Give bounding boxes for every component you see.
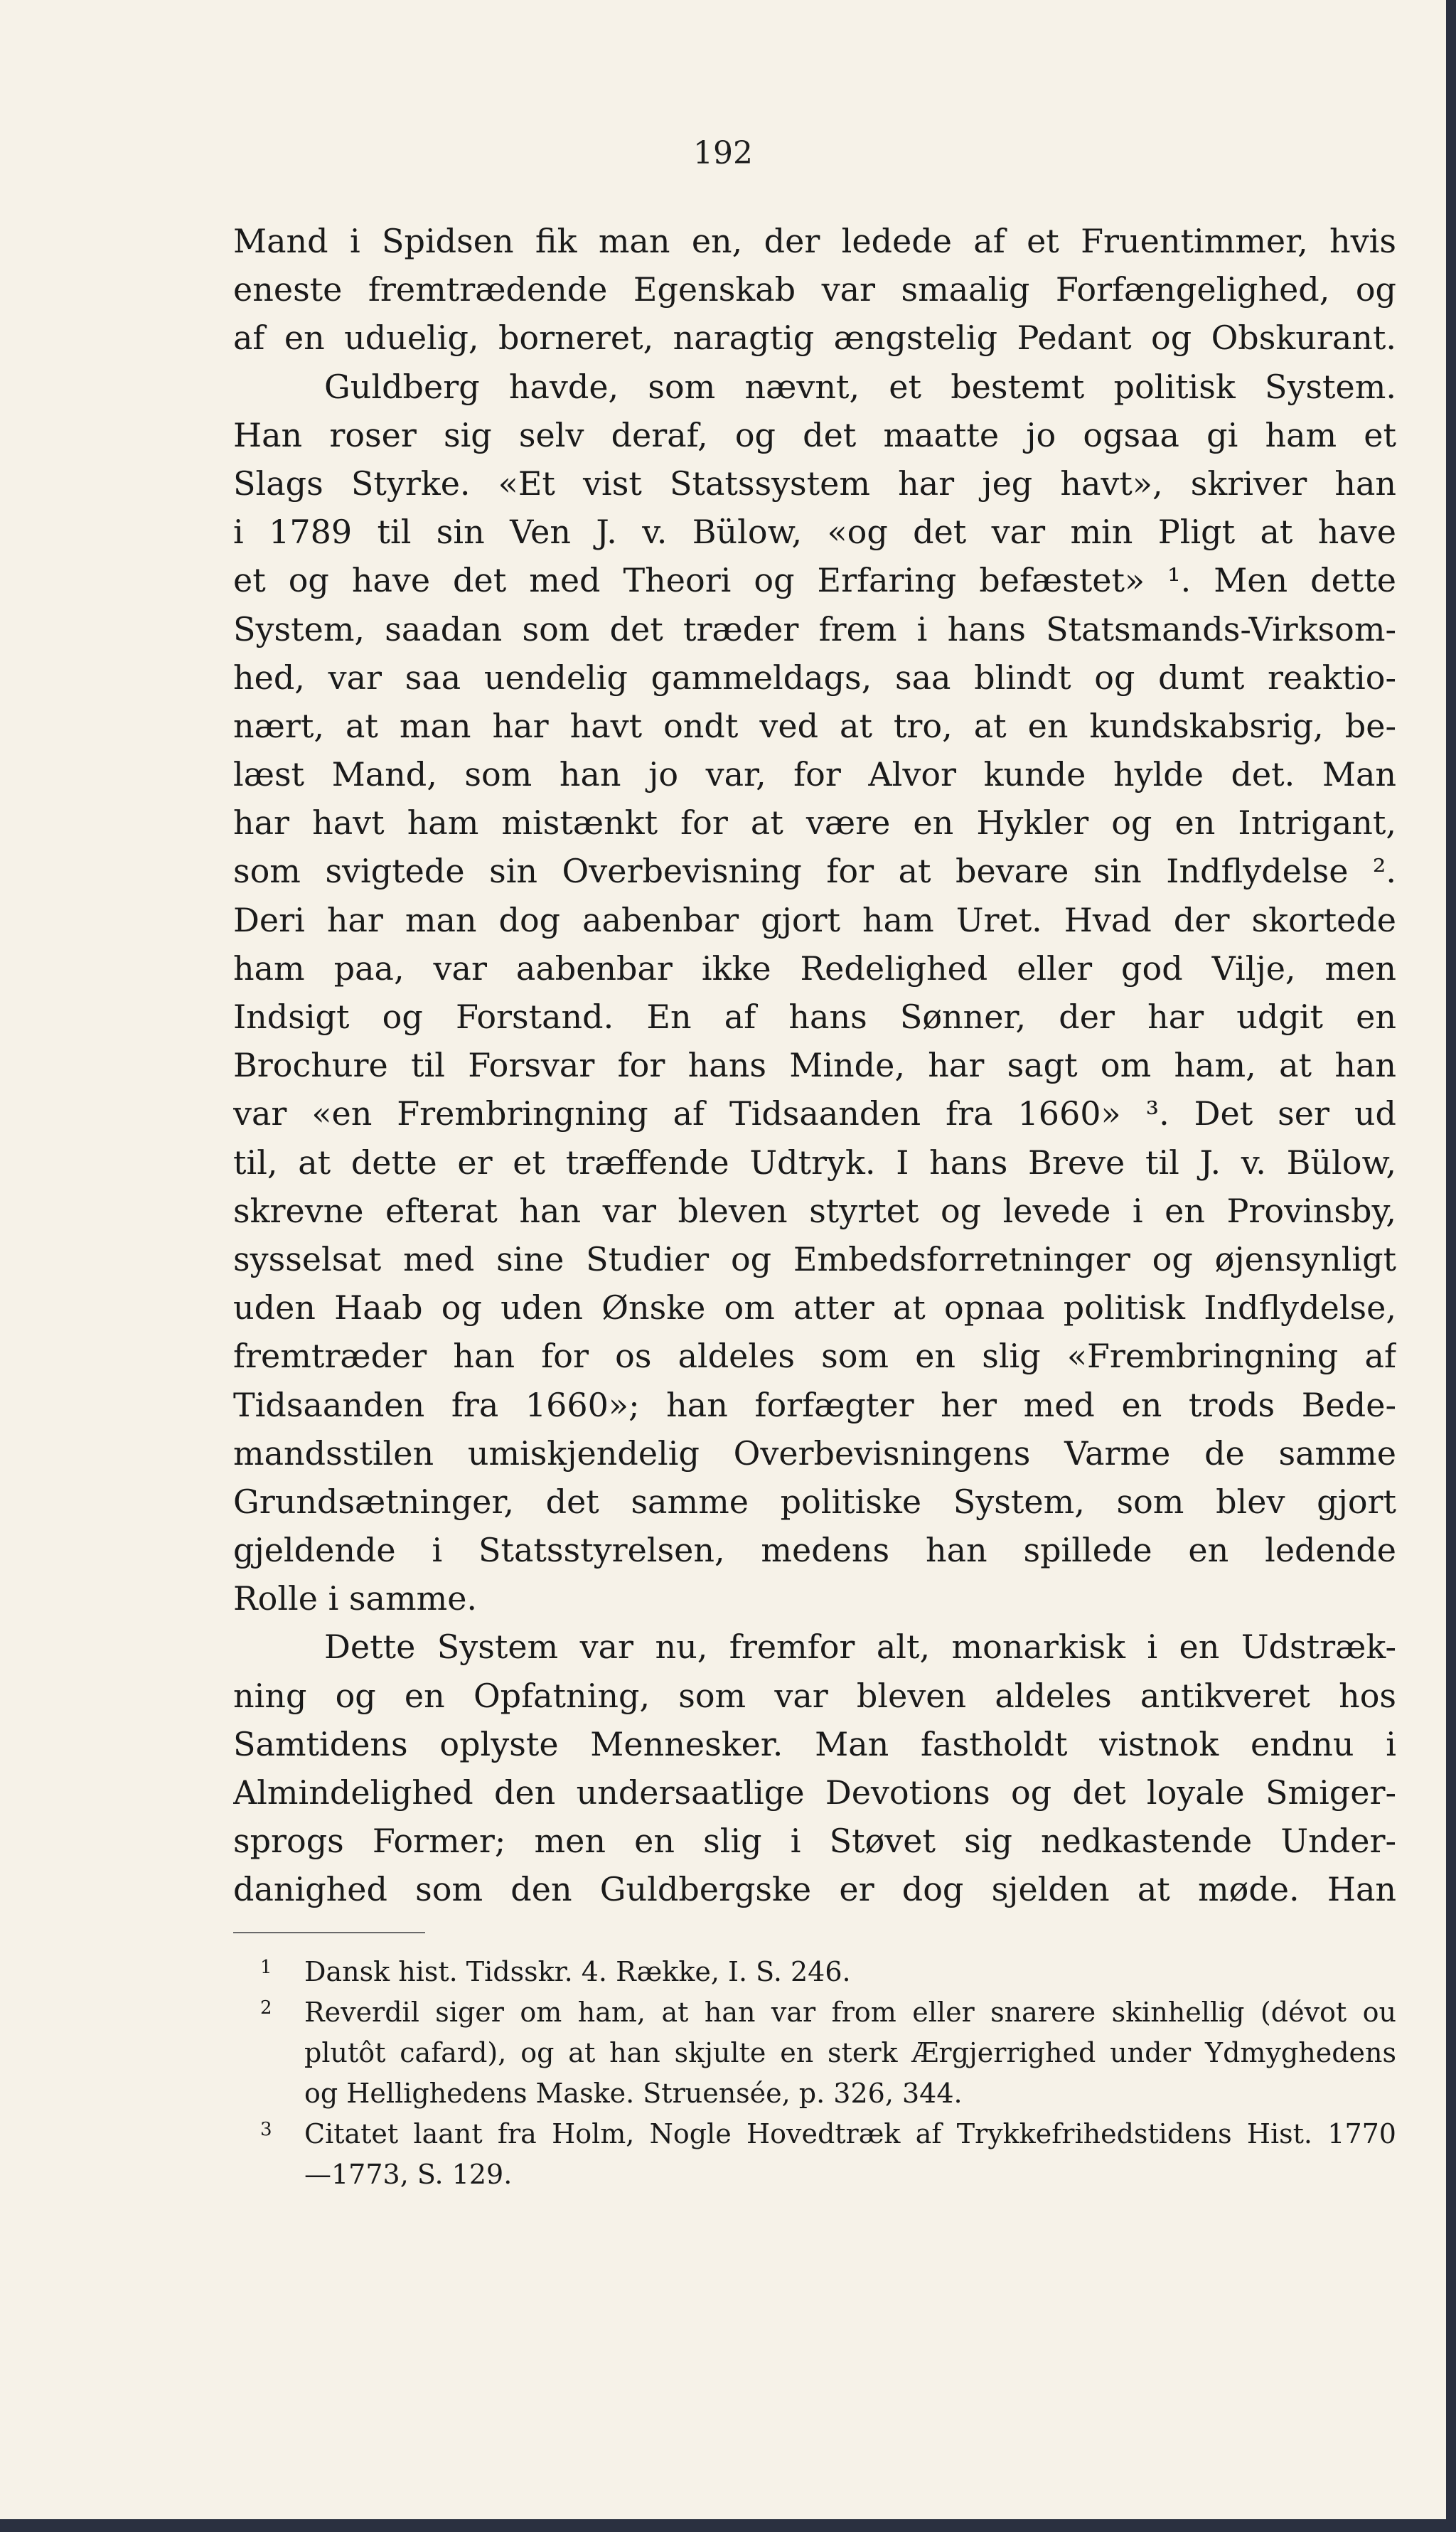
text-line: skrevne efterat han var bleven styrtet og levede i en Provinsby, [233, 1191, 1396, 1230]
text-line: Brochure til Forsvar for hans Minde, har sagt om ham, at han [233, 1046, 1396, 1085]
text-line: Rolle i samme. [233, 1579, 478, 1618]
text-line: Tidsaanden fra 1660»; han forfægter her med en trods Bede- [233, 1385, 1396, 1424]
footnote-line [233, 2073, 1396, 2114]
footnote-text: Reverdil siger om ham, at han var from eller snarere skinhellig (dévot ou [304, 1997, 1396, 2028]
text-line: Grundsætninger, det samme politiske System, som blev gjort [233, 1482, 1396, 1521]
footnote-text: Citatet laant fra Holm, Nogle Hovedtræk af Trykkefrihedstidens Hist. 1770 [304, 2118, 1396, 2149]
text-line: et og have det med Theori og Erfaring befæstet» ¹. Men dette [233, 561, 1396, 600]
footnote-number: 1 [260, 1957, 272, 1978]
footnote-text: og Hellighedens Maske. Struensée, p. 326, 344. [304, 2078, 963, 2109]
text-line: Almindelighed den undersaatlige Devotions og det loyale Smiger- [233, 1773, 1396, 1812]
text-line: nært, at man har havt ondt ved at tro, at en kundskabsrig, be- [233, 706, 1396, 745]
footnotes [233, 1952, 1396, 2195]
footnote-text: plutôt cafard), og at han skjulte en sterk Ærgjerrighed under Ydmyghedens [304, 2037, 1396, 2068]
footnote-text: —1773, S. 129. [304, 2159, 513, 2190]
text-line: mandsstilen umiskjendelig Overbevisningens Varme de samme [233, 1433, 1396, 1473]
text-line: læst Mand, som han jo var, for Alvor kunde hylde det. Man [233, 755, 1396, 794]
text-line: danighed som den Guldbergske er dog sjelden at møde. Han [233, 1870, 1396, 1909]
text-line: ham paa, var aabenbar ikke Redelighed eller god Vilje, men [233, 949, 1396, 988]
text-line: hed, var saa uendelig gammeldags, saa blindt og dumt reaktio- [233, 658, 1396, 697]
text-line: Slags Styrke. «Et vist Statssystem har jeg havt», skriver han [233, 464, 1396, 503]
page-number: 192 [693, 135, 753, 171]
footnote-number: 3 [260, 2119, 272, 2140]
text-line: Han roser sig selv deraf, og det maatte jo ogsaa gi ham et [233, 415, 1396, 454]
text-line: af en uduelig, borneret, naragtig ængstelig Pedant og Obskurant. [233, 319, 1396, 358]
footnote-line [233, 1992, 1396, 2033]
footnote-divider [233, 1932, 425, 1933]
text-line: som svigtede sin Overbevisning for at bevare sin Indflydelse ². [233, 852, 1396, 891]
text-line: Samtidens oplyste Mennesker. Man fastholdt vistnok endnu i [233, 1724, 1396, 1763]
body-text [233, 217, 1396, 1914]
text-line: fremtræder han for os aldeles som en slig «Frembringning af [233, 1337, 1396, 1376]
footnote-text: Dansk hist. Tidsskr. 4. Række, I. S. 246. [304, 1956, 851, 1987]
text-line: eneste fremtrædende Egenskab var smaalig Forfængelighed, og [233, 270, 1396, 309]
text-line: til, at dette er et træffende Udtryk. I hans Breve til J. v. Bülow, [233, 1143, 1396, 1182]
text-line: Guldberg havde, som nævnt, et bestemt politisk System. [324, 367, 1396, 406]
text-line: sysselsat med sine Studier og Embedsforretninger og øjensynligt [233, 1239, 1396, 1278]
text-line: Indsigt og Forstand. En af hans Sønner, der har udgit en [233, 998, 1396, 1036]
text-line: Dette System var nu, fremfor alt, monarkisk i en Udstræk- [324, 1628, 1396, 1667]
text-line: uden Haab og uden Ønske om atter at opnaa politisk Indflydelse, [233, 1288, 1396, 1328]
text-line: i 1789 til sin Ven J. v. Bülow, «og det var min Pligt at have [233, 513, 1396, 552]
text-line: var «en Frembringning af Tidsaanden fra 1660» ³. Det ser ud [233, 1094, 1396, 1133]
footnote-line [233, 2114, 1396, 2154]
text-line: har havt ham mistænkt for at være en Hykler og en Intrigant, [233, 803, 1396, 843]
text-line: Deri har man dog aabenbar gjort ham Uret. Hvad der skortede [233, 900, 1396, 939]
footnote-line [233, 1952, 1396, 1992]
text-line: Mand i Spidsen fik man en, der ledede af et Fruentimmer, hvis [233, 222, 1396, 260]
footnote-number: 2 [260, 1997, 272, 2019]
text-line: System, saadan som det træder frem i hans Statsmands-Virksom- [233, 609, 1396, 648]
text-line: gjeldende i Statsstyrelsen, medens han spillede en ledende [233, 1531, 1396, 1570]
text-line: ning og en Opfatning, som var bleven aldeles antikveret hos [233, 1676, 1396, 1715]
footnote-line [233, 2033, 1396, 2073]
text-line: sprogs Former; men en slig i Støvet sig nedkastende Under- [233, 1822, 1396, 1861]
footnote-line [233, 2154, 1396, 2195]
